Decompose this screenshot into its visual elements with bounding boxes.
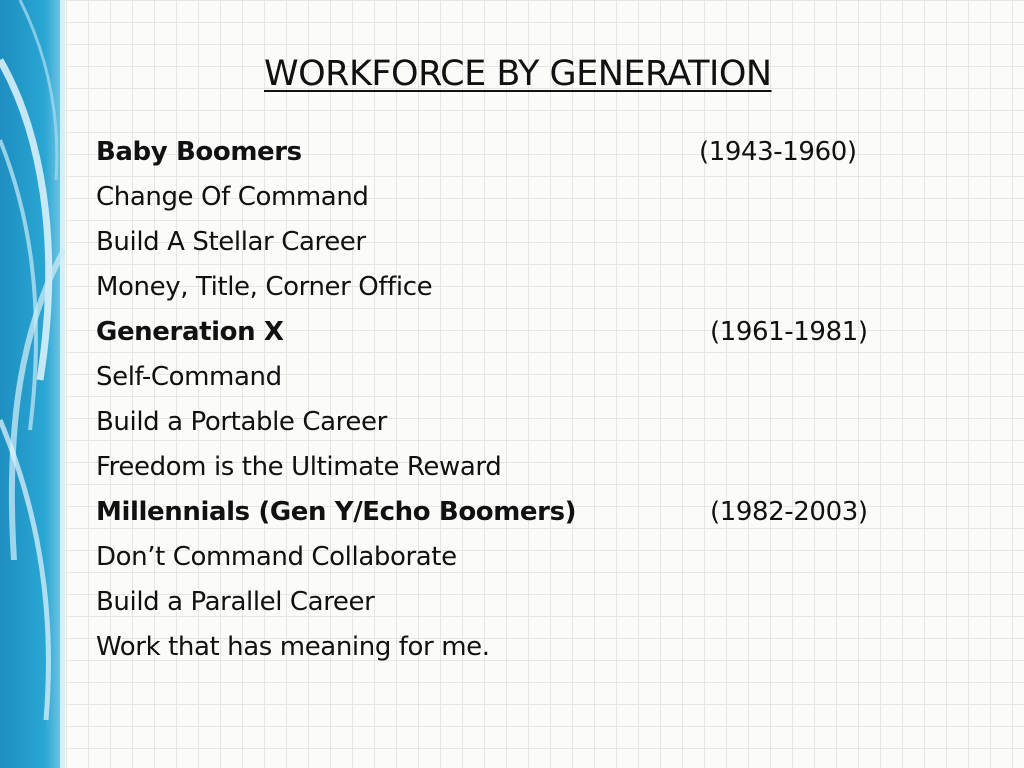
list-item: Change Of Command — [96, 182, 369, 212]
list-item: Build A Stellar Career — [96, 227, 366, 257]
list-item: Build a Parallel Career — [96, 587, 375, 617]
list-item: Self-Command — [96, 362, 282, 392]
generation-years: (1982-2003) — [710, 497, 868, 527]
generation-list — [96, 130, 896, 670]
list-item: Work that has meaning for me. — [96, 632, 490, 662]
list-item: Don’t Command Collaborate — [96, 542, 457, 572]
list-item: Build a Portable Career — [96, 407, 387, 437]
slide-title: WORKFORCE BY GENERATION — [264, 54, 772, 94]
decorative-swoosh-band — [0, 0, 68, 768]
list-item: Money, Title, Corner Office — [96, 272, 433, 302]
generation-years: (1961-1981) — [710, 317, 868, 347]
generation-name: Millennials (Gen Y/Echo Boomers) — [96, 497, 577, 527]
list-item: Freedom is the Ultimate Reward — [96, 452, 502, 482]
generation-heading-millennials — [96, 490, 896, 535]
generation-name: Baby Boomers — [96, 137, 302, 167]
generation-years: (1943-1960) — [699, 137, 857, 167]
generation-heading-generation-x — [96, 310, 896, 355]
generation-name: Generation X — [96, 317, 284, 347]
generation-heading-baby-boomers — [96, 130, 896, 175]
